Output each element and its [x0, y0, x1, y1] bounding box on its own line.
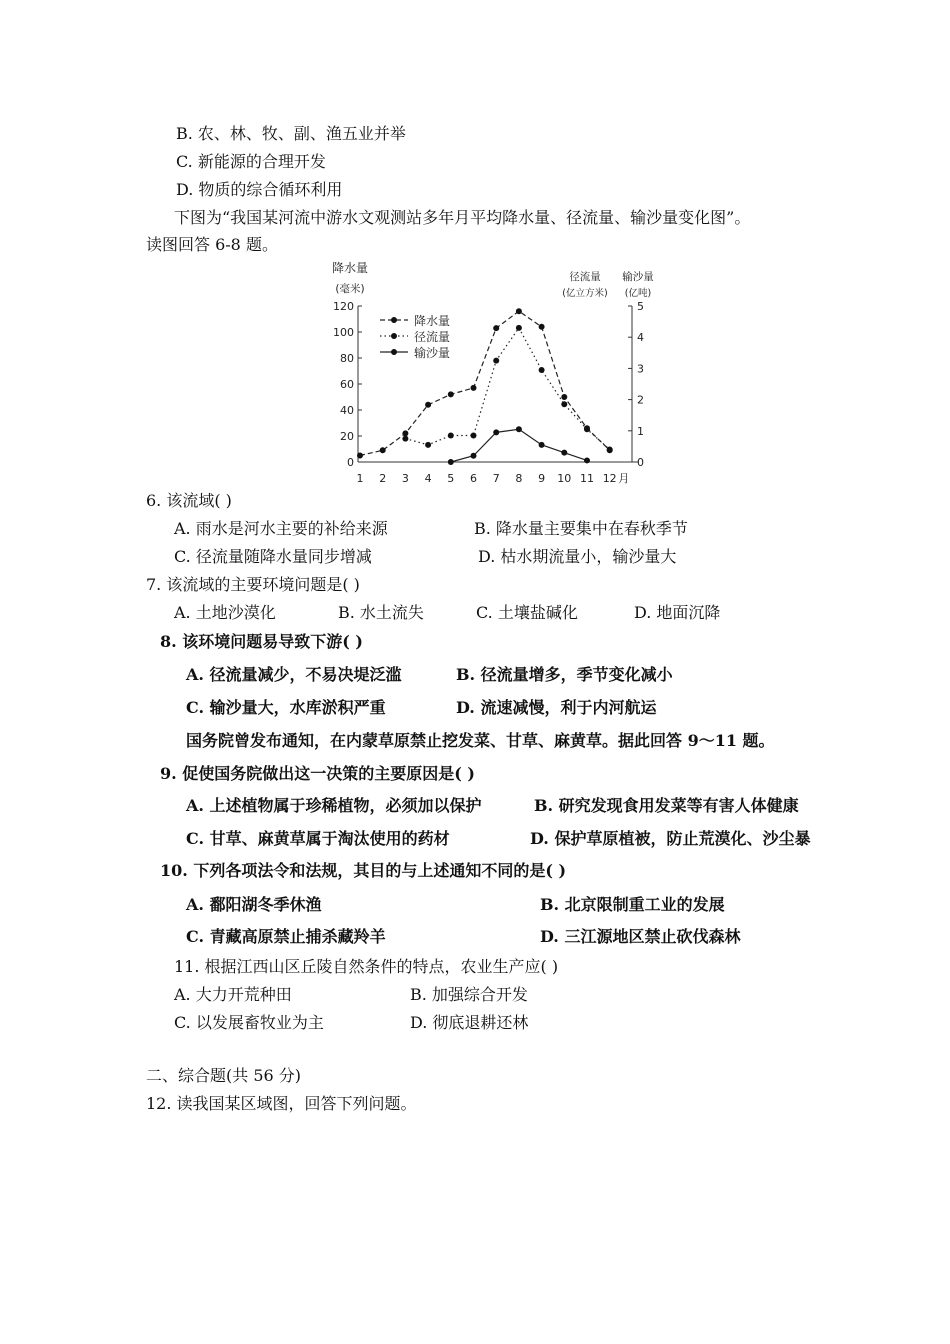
data-point — [539, 324, 545, 330]
question-9: 9. 促使国务院做出这一决策的主要原因是( ) — [160, 764, 475, 783]
chart-intro-line2: 读图回答 6-8 题。 — [146, 235, 278, 254]
option-q6-c: C. 径流量随降水量同步增减 — [174, 547, 372, 566]
data-point — [516, 426, 522, 432]
right-tick-label: 1 — [637, 424, 644, 438]
option-q6-b: B. 降水量主要集中在春秋季节 — [474, 519, 688, 538]
x-tick-label: 11 — [580, 472, 594, 485]
left-axis-unit: (毫米) — [335, 283, 365, 295]
data-point — [402, 430, 408, 436]
intro-q9-11: 国务院曾发布通知，在内蒙草原禁止挖发菜、甘草、麻黄草。据此回答 9～11 题。 — [186, 731, 775, 750]
right-axis-unit-sediment: (亿吨) — [624, 288, 652, 299]
legend-label-0: 降水量 — [414, 314, 451, 328]
option-q10-d: D. 三江源地区禁止砍伐森林 — [540, 927, 741, 946]
data-point — [380, 447, 386, 453]
chart-intro-line1: 下图为“我国某河流中游水文观测站多年月平均降水量、径流量、输沙量变化图”。 — [174, 208, 751, 227]
data-point — [539, 442, 545, 448]
option-q7-d: D. 地面沉降 — [634, 603, 721, 622]
data-point — [471, 432, 477, 438]
option-q5-b: B. 农、林、牧、副、渔五业并举 — [176, 124, 406, 143]
left-tick-label: 20 — [340, 430, 354, 443]
left-axis-title: 降水量 — [331, 261, 369, 275]
x-tick-label: 7 — [492, 472, 500, 485]
x-tick-label: 5 — [447, 472, 455, 485]
right-tick-label: 4 — [637, 331, 644, 345]
data-point — [471, 385, 477, 391]
hydrology-chart — [320, 258, 660, 490]
option-q5-d: D. 物质的综合循环利用 — [176, 180, 343, 199]
data-point — [425, 402, 431, 408]
option-q8-b: B. 径流量增多，季节变化减小 — [456, 665, 673, 684]
x-tick-label: 6 — [470, 472, 477, 485]
x-tick-label: 2 — [379, 472, 387, 485]
option-q9-a: A. 上述植物属于珍稀植物，必须加以保护 — [186, 796, 482, 815]
data-point — [425, 442, 431, 448]
option-q6-d: D. 枯水期流量小，输沙量大 — [478, 547, 677, 566]
question-7: 7. 该流域的主要环境问题是( ) — [146, 575, 360, 594]
x-tick-label: 10 — [557, 472, 572, 485]
option-q7-b: B. 水土流失 — [338, 603, 424, 622]
question-11: 11. 根据江西山区丘陵自然条件的特点，农业生产应( ) — [174, 957, 559, 976]
x-tick-label: 1 — [356, 472, 364, 485]
left-tick-label: 80 — [340, 352, 354, 365]
data-point — [561, 450, 567, 456]
option-q5-c: C. 新能源的合理开发 — [176, 152, 326, 171]
right-tick-label: 5 — [637, 300, 644, 313]
legend-marker-1 — [391, 333, 397, 339]
left-tick-label: 40 — [340, 404, 354, 417]
right-axis-unit-runoff: (亿立方米) — [562, 288, 608, 299]
option-q11-a: A. 大力开荒种田 — [174, 985, 292, 1004]
data-point — [584, 426, 590, 432]
data-point — [448, 432, 454, 438]
option-q9-b: B. 研究发现食用发菜等有害人体健康 — [534, 796, 799, 815]
option-q11-d: D. 彻底退耕还林 — [410, 1013, 529, 1032]
option-q6-a: A. 雨水是河水主要的补给来源 — [174, 519, 388, 538]
option-q11-b: B. 加强综合开发 — [410, 985, 528, 1004]
data-point — [402, 436, 408, 442]
x-tick-label: 9 — [538, 472, 546, 485]
option-q7-c: C. 土壤盐碱化 — [476, 603, 578, 622]
data-point — [516, 325, 522, 331]
legend-marker-0 — [391, 317, 397, 323]
data-point — [448, 459, 454, 465]
question-12: 12. 读我国某区域图，回答下列问题。 — [146, 1094, 417, 1113]
option-q10-b: B. 北京限制重工业的发展 — [540, 895, 725, 914]
x-tick-label: 3 — [401, 472, 409, 485]
option-q8-a: A. 径流量减少，不易决堤泛滥 — [186, 665, 402, 684]
data-point — [516, 308, 522, 314]
option-q11-c: C. 以发展畜牧业为主 — [174, 1013, 324, 1032]
option-q8-d: D. 流速减慢，利于内河航运 — [456, 698, 657, 717]
x-tick-label: 4 — [424, 472, 432, 485]
right-tick-label: 0 — [637, 456, 644, 469]
right-axis-title-runoff: 径流量 — [569, 271, 601, 283]
question-6: 6. 该流域( ) — [146, 491, 232, 510]
data-point — [357, 453, 363, 459]
data-point — [607, 447, 613, 453]
option-q10-c: C. 青藏高原禁止捕杀藏羚羊 — [186, 927, 386, 946]
data-point — [471, 453, 477, 459]
question-8: 8. 该环境问题易导致下游( ) — [160, 632, 363, 651]
legend-marker-2 — [391, 349, 397, 355]
x-axis-label: 月 — [618, 472, 630, 485]
section-2-heading: 二、综合题(共 56 分) — [146, 1066, 302, 1085]
legend-label-1: 径流量 — [414, 330, 451, 344]
series-line-0 — [360, 311, 610, 455]
data-point — [561, 394, 567, 400]
right-tick-label: 3 — [637, 362, 644, 376]
left-tick-label: 60 — [340, 378, 354, 391]
right-axis-title-sediment: 输沙量 — [622, 271, 654, 283]
x-tick-label: 12 — [602, 472, 617, 485]
option-q10-a: A. 鄱阳湖冬季休渔 — [186, 895, 322, 914]
left-tick-label: 0 — [347, 456, 354, 469]
option-q9-c: C. 甘草、麻黄草属于淘汰使用的药材 — [186, 829, 450, 848]
data-point — [493, 429, 499, 435]
left-tick-label: 100 — [333, 326, 354, 339]
data-point — [493, 358, 499, 364]
question-10: 10. 下列各项法令和法规，其目的与上述通知不同的是( ) — [160, 861, 567, 880]
x-tick-label: 8 — [515, 472, 523, 485]
option-q7-a: A. 土地沙漠化 — [174, 603, 276, 622]
data-point — [448, 391, 454, 397]
data-point — [493, 325, 499, 331]
data-point — [561, 401, 567, 407]
data-point — [539, 367, 545, 373]
legend-label-2: 输沙量 — [414, 346, 451, 360]
left-tick-label: 120 — [333, 300, 354, 313]
data-point — [584, 457, 590, 463]
option-q9-d: D. 保护草原植被，防止荒漠化、沙尘暴 — [530, 829, 811, 848]
option-q8-c: C. 输沙量大，水库淤积严重 — [186, 698, 386, 717]
right-tick-label: 2 — [637, 393, 644, 407]
